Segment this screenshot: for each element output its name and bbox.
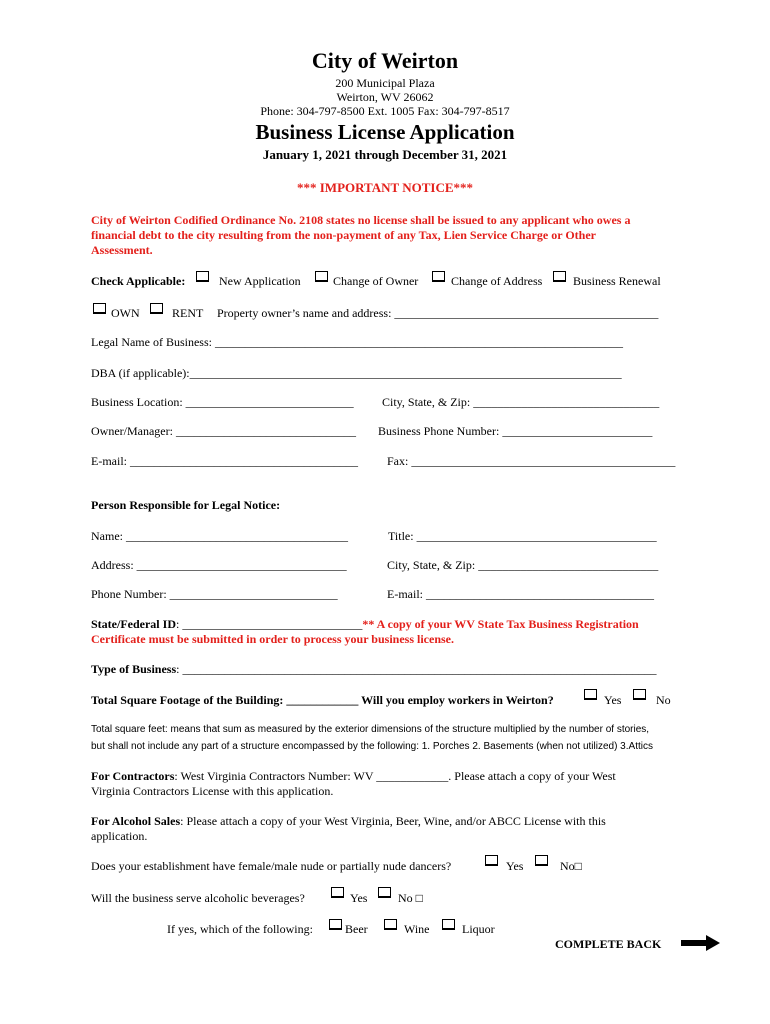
phone-fax-line: Phone: 304-797-8500 Ext. 1005 Fax: 304-797-8517 bbox=[260, 104, 510, 118]
legal-notice-address-field[interactable]: Address: ___________________________________ bbox=[91, 558, 347, 572]
notice-line-1: City of Weirton Codified Ordinance No. 2108 states no license shall be issued to any applicant who owes a bbox=[91, 213, 631, 227]
new-application-label: New Application bbox=[219, 274, 301, 288]
beer-checkbox[interactable] bbox=[329, 919, 342, 930]
wine-checkbox[interactable] bbox=[384, 919, 397, 930]
city-title: City of Weirton bbox=[311, 48, 459, 73]
property-owner-field[interactable]: Property owner’s name and address: ____________________________________________ bbox=[217, 306, 659, 320]
tax-registration-notice: ** A copy of your WV State Tax Business Registration bbox=[362, 617, 639, 631]
dancers-question: Does your establishment have female/male nude or partially nude dancers? bbox=[91, 859, 452, 873]
own-checkbox[interactable] bbox=[93, 303, 106, 314]
notice-line-2: financial debt to the city resulting from the non-payment of any Tax, Lien Service Charge or Other bbox=[91, 228, 596, 242]
beer-label: Beer bbox=[345, 922, 368, 936]
business-renewal-checkbox[interactable] bbox=[553, 271, 566, 282]
serve-alcohol-no-label: No □ bbox=[398, 891, 423, 905]
employ-yes-label: Yes bbox=[604, 693, 622, 707]
legal-notice-name-field[interactable]: Name: _____________________________________ bbox=[91, 529, 348, 543]
alcohol-sales-line-2: application. bbox=[91, 829, 148, 843]
complete-back-text: COMPLETE BACK bbox=[555, 937, 662, 951]
address-line-1: 200 Municipal Plaza bbox=[335, 76, 435, 90]
alcohol-sales-label: For Alcohol Sales bbox=[91, 814, 181, 828]
serve-alcohol-yes-label: Yes bbox=[350, 891, 368, 905]
tax-registration-notice-2: Certificate must be submitted in order to process your business license. bbox=[91, 632, 454, 646]
change-of-owner-label: Change of Owner bbox=[333, 274, 419, 288]
serve-alcohol-question: Will the business serve alcoholic beverages? bbox=[91, 891, 305, 905]
dancers-yes-checkbox[interactable] bbox=[485, 855, 498, 866]
alcohol-sales-line-1 bbox=[91, 814, 606, 829]
dancers-no-checkbox[interactable] bbox=[535, 855, 548, 866]
notice-line-3: Assessment. bbox=[91, 243, 153, 257]
legal-notice-city-field[interactable]: City, State, & Zip: ______________________________ bbox=[387, 558, 659, 572]
form-title: Business License Application bbox=[255, 120, 515, 144]
check-applicable-label: Check Applicable: bbox=[91, 274, 186, 288]
notice-heading: *** IMPORTANT NOTICE*** bbox=[296, 180, 474, 195]
change-of-address-checkbox[interactable] bbox=[432, 271, 445, 282]
business-phone-field[interactable]: Business Phone Number: _________________________ bbox=[378, 424, 653, 438]
state-federal-id-field[interactable]: : ______________________________ bbox=[175, 617, 363, 631]
dancers-no-label: No□ bbox=[560, 859, 582, 873]
serve-alcohol-no-checkbox[interactable] bbox=[378, 887, 391, 898]
which-question: If yes, which of the following: bbox=[167, 922, 313, 936]
employ-no-label: No bbox=[656, 693, 671, 707]
contractors-line-2: Virginia Contractors License with this application. bbox=[91, 784, 334, 798]
liquor-checkbox[interactable] bbox=[442, 919, 455, 930]
business-location-field[interactable]: Business Location: ____________________________ bbox=[91, 395, 354, 409]
dba-field[interactable]: DBA (if applicable):________________________________________________________________________ bbox=[91, 366, 622, 380]
state-federal-id-row bbox=[91, 617, 639, 632]
city-state-zip-field[interactable]: City, State, & Zip: _______________________________ bbox=[382, 395, 660, 409]
change-of-address-label: Change of Address bbox=[451, 274, 543, 288]
contractors-line-1 bbox=[91, 769, 616, 784]
license-period: January 1, 2021 through December 31, 2021 bbox=[262, 147, 508, 162]
type-of-business-label: Type of Business bbox=[91, 662, 177, 676]
wine-label: Wine bbox=[404, 922, 430, 936]
legal-notice-email-field[interactable]: E-mail: ______________________________________ bbox=[387, 587, 654, 601]
alcohol-sales-text: : Please attach a copy of your West Virginia, Beer, Wine, and/or ABCC License with this bbox=[180, 814, 606, 828]
type-of-business-row bbox=[91, 662, 656, 677]
legal-notice-phone-field[interactable]: Phone Number: ____________________________ bbox=[91, 587, 338, 601]
serve-alcohol-yes-checkbox[interactable] bbox=[331, 887, 344, 898]
rent-label: RENT bbox=[172, 306, 204, 320]
legal-name-field[interactable]: Legal Name of Business: ____________________________________________________________________ bbox=[91, 335, 623, 349]
employ-no-checkbox[interactable] bbox=[633, 689, 646, 700]
new-application-checkbox[interactable] bbox=[196, 271, 209, 282]
employ-yes-checkbox[interactable] bbox=[584, 689, 597, 700]
arrow-right-icon bbox=[681, 935, 721, 951]
state-federal-id-label: State/Federal ID bbox=[91, 617, 176, 631]
fax-field[interactable]: Fax: ____________________________________________ bbox=[387, 454, 676, 468]
square-footage-note-1: Total square feet: means that sum as measured by the exterior dimensions of the structure multiplied by the number of stories, bbox=[91, 724, 650, 735]
legal-notice-title-field[interactable]: Title: ________________________________________ bbox=[388, 529, 657, 543]
liquor-label: Liquor bbox=[462, 922, 495, 936]
address-line-2: Weirton, WV 26062 bbox=[336, 90, 434, 104]
legal-notice-heading: Person Responsible for Legal Notice: bbox=[91, 498, 281, 512]
type-of-business-field[interactable]: : _______________________________________________________________________________ bbox=[176, 662, 657, 676]
rent-checkbox[interactable] bbox=[150, 303, 163, 314]
business-renewal-label: Business Renewal bbox=[573, 274, 661, 288]
change-of-owner-checkbox[interactable] bbox=[315, 271, 328, 282]
dancers-yes-label: Yes bbox=[506, 859, 524, 873]
email-field[interactable]: E-mail: ______________________________________ bbox=[91, 454, 358, 468]
square-footage-note-2: but shall not include any part of a structure encompassed by the following: 1. Porches 2. Basements (when not utilized) 3.Attics bbox=[91, 741, 653, 752]
owner-manager-field[interactable]: Owner/Manager: ______________________________ bbox=[91, 424, 356, 438]
square-footage-question: Total Square Footage of the Building: ____________ Will you employ workers in Weirton? bbox=[91, 693, 554, 707]
contractors-label: For Contractors bbox=[91, 769, 175, 783]
own-label: OWN bbox=[111, 306, 140, 320]
contractors-number-field[interactable]: : West Virginia Contractors Number: WV ____________. Please attach a copy of your West bbox=[174, 769, 616, 783]
